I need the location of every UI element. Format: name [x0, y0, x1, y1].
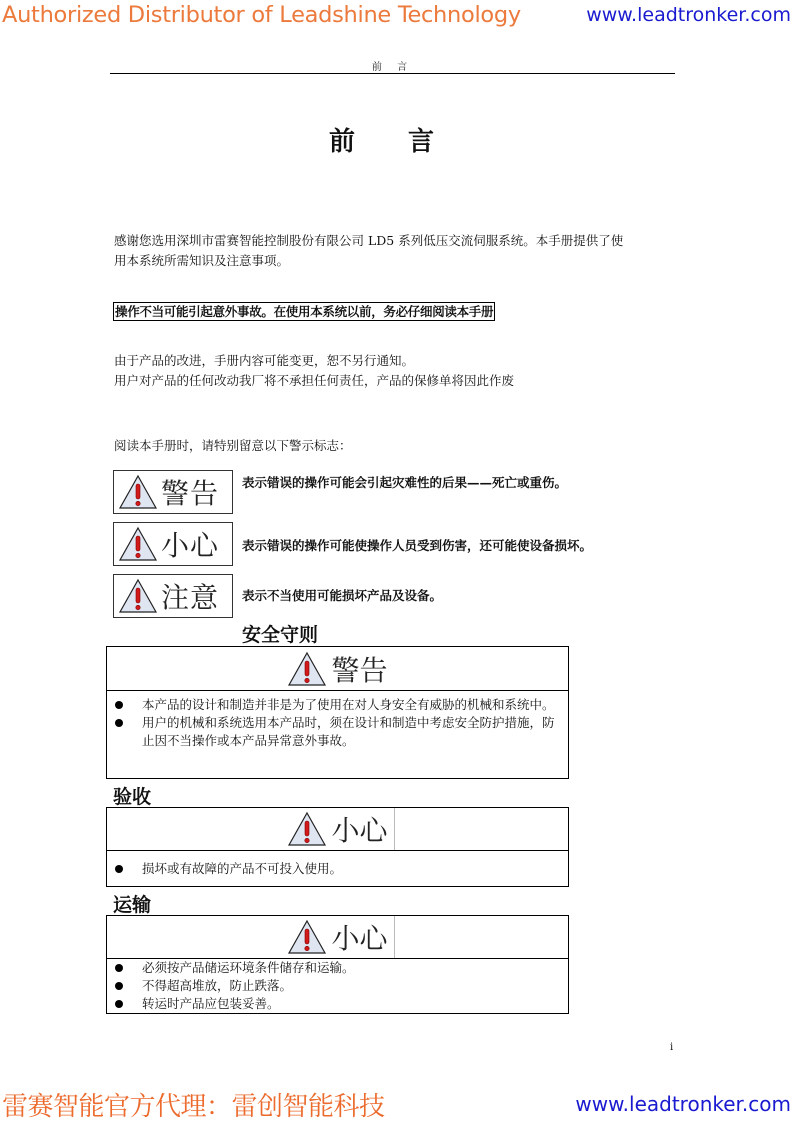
bullet-icon [115, 719, 123, 727]
bullet-icon [115, 1000, 123, 1008]
notice-box-safety [106, 646, 569, 779]
notice-header [107, 808, 568, 851]
bullet-icon [115, 964, 123, 972]
distributor-banner: Authorized Distributor of Leadshine Technology [2, 2, 521, 28]
sign-attention [113, 574, 233, 618]
sign-label: 注意 [161, 581, 220, 614]
signs-intro: 阅读本手册时，请特别留意以下警示标志： [114, 438, 352, 453]
notice-list [107, 851, 568, 880]
notice-list [107, 959, 568, 1015]
notice-level: 小心 [331, 922, 388, 955]
intro-paragraph [114, 231, 684, 271]
list-item: 必须按产品储运环境条件储存和运输。 [107, 959, 568, 977]
disclaimer-line-2: 用户对产品的任何改动我厂将不承担任何责任，产品的保修单将因此作废 [114, 373, 515, 388]
sign-description: 表示错误的操作可能会引起灾难性的后果——死亡或重伤。 [242, 475, 568, 490]
header-divider [394, 916, 395, 958]
page-title: 前 言 [328, 127, 457, 157]
read-manual-notice: 操作不当可能引起意外事故。在使用本系统以前，务必仔细阅读本手册 [115, 304, 494, 319]
warning-triangle-icon [287, 811, 327, 847]
notice-box-transport [106, 915, 569, 1014]
notice-level: 警告 [331, 653, 388, 687]
sign-caution [113, 522, 233, 566]
warning-triangle-icon [287, 651, 327, 687]
list-item: 用户的机械和系统选用本产品时，须在设计和制造中考虑安全防护措施，防止因不当操作或本产品异常意外事故。 [107, 714, 568, 750]
disclaimer-paragraph [114, 351, 684, 391]
website-link-bottom[interactable]: www.leadtronker.com [575, 1092, 791, 1116]
sign-label: 警告 [161, 477, 220, 510]
warning-triangle-icon [118, 474, 158, 510]
notice-header [107, 647, 568, 691]
disclaimer-line-1: 由于产品的改进，手册内容可能变更，恕不另行通知。 [114, 353, 415, 368]
section-title-safety: 安全守则 [242, 624, 319, 646]
warning-triangle-icon [118, 578, 158, 614]
bullet-icon [115, 701, 123, 709]
section-title-transport: 运输 [113, 894, 152, 916]
header-divider [394, 808, 395, 850]
bullet-icon [115, 982, 123, 990]
running-header: 前 言 [371, 62, 414, 73]
notice-level: 小心 [331, 814, 388, 847]
warning-triangle-icon [118, 526, 158, 562]
sign-label: 小心 [161, 529, 220, 562]
warning-triangle-icon [287, 919, 327, 955]
official-agent-banner: 雷赛智能官方代理：雷创智能科技 [2, 1092, 385, 1122]
sign-description: 表示错误的操作可能使操作人员受到伤害，还可能使设备损坏。 [242, 538, 593, 553]
notice-list [107, 691, 568, 752]
page-number: i [670, 1042, 674, 1053]
notice-box-acceptance [106, 807, 569, 887]
website-link-top[interactable]: www.leadtronker.com [586, 4, 791, 26]
list-item: 转运时产品应包装妥善。 [107, 995, 568, 1013]
list-item: 不得超高堆放，防止跌落。 [107, 977, 568, 995]
notice-header [107, 916, 568, 959]
list-item: 本产品的设计和制造并非是为了使用在对人身安全有威胁的机械和系统中。 [107, 696, 568, 714]
section-title-acceptance: 验收 [113, 786, 152, 808]
bullet-icon [115, 865, 123, 873]
header-divider [110, 73, 675, 74]
list-item: 损坏或有故障的产品不可投入使用。 [107, 860, 568, 878]
intro-line-2: 用本系统所需知识及注意事项。 [114, 253, 290, 268]
sign-warning [113, 470, 233, 514]
intro-line-1: 感谢您选用深圳市雷赛智能控制股份有限公司 LD5 系列低压交流伺服系统。本手册提供了使 [114, 233, 624, 248]
sign-description: 表示不当使用可能损坏产品及设备。 [242, 588, 443, 603]
